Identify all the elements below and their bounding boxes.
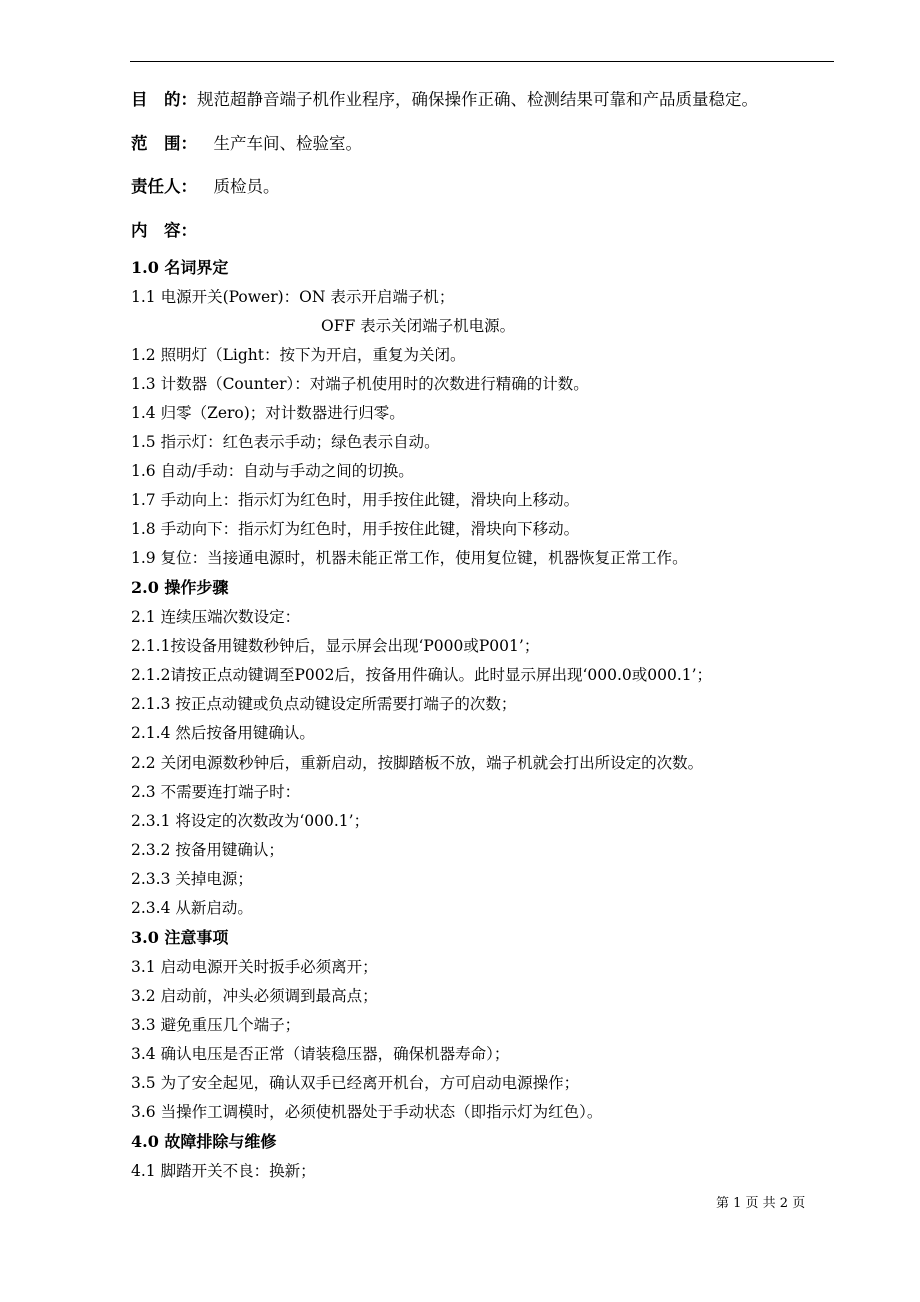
body-line: 2.1.4 然后按备用键确认。 (131, 724, 315, 742)
scope-text: 生产车间、检验室。 (197, 134, 362, 153)
responsible-label: 责任人： (131, 177, 197, 196)
purpose-label: 目 的： (131, 90, 197, 109)
body-line: 4.1 脚踏开关不良：换新； (131, 1162, 316, 1180)
body-line: 2.1.1按设备用键数秒钟后，显示屏会出现‘P000或P001’； (131, 637, 540, 655)
body-line: 3.4 确认电压是否正常（请装稳压器，确保机器寿命）； (131, 1045, 510, 1063)
body-line: 1.2 照明灯（Light：按下为开启，重复为关闭。 (131, 346, 466, 364)
content-row (131, 221, 197, 241)
body-line: 3.5 为了安全起见，确认双手已经离开机台，方可启动电源操作； (131, 1074, 580, 1092)
purpose-text: 规范超静音端子机作业程序，确保操作正确、检测结果可靠和产品质量稳定。 (197, 90, 758, 109)
scope-row (131, 134, 362, 154)
body-line: 2.3.3 关掉电源； (131, 870, 253, 888)
section-heading: 2.0 操作步骤 (131, 578, 229, 597)
body-line: 3.3 避免重压几个端子； (131, 1016, 301, 1034)
page-number: 第 1 页 共 2 页 (716, 1196, 806, 1211)
body-line: 3.1 启动电源开关时扳手必须离开； (131, 958, 378, 976)
scope-label: 范 围： (131, 134, 197, 153)
body-line: 2.3.1 将设定的次数改为‘000.1’； (131, 812, 370, 830)
body-line: 1.4 归零（Zero)；对计数器进行归零。 (131, 404, 405, 422)
body-line: 1.3 计数器（Counter）：对端子机使用时的次数进行精确的计数。 (131, 375, 589, 393)
body-line: 2.3.4 从新启动。 (131, 899, 253, 917)
section-heading: 1.0 名词界定 (131, 258, 229, 277)
body-line: OFF 表示关闭端子机电源。 (321, 317, 516, 335)
content-label: 内 容： (131, 221, 197, 240)
body-line: 1.1 电源开关(Power)：ON 表示开启端子机； (131, 288, 455, 306)
top-rule (130, 61, 834, 62)
body-line: 3.6 当操作工调模时，必须使机器处于手动状态（即指示灯为红色）。 (131, 1103, 603, 1121)
body-line: 2.1 连续压端次数设定： (131, 608, 301, 626)
body-line: 1.7 手动向上：指示灯为红色时，用手按住此键，滑块向上移动。 (131, 491, 580, 509)
responsible-text: 质检员。 (197, 177, 280, 196)
body-line: 2.1.2请按正点动键调至P002后，按备用件确认。此时显示屏出现‘000.0或000.1’； (131, 666, 713, 684)
body-line: 3.2 启动前，冲头必须调到最高点； (131, 987, 378, 1005)
section-heading: 4.0 故障排除与维修 (131, 1132, 277, 1151)
responsible-row (131, 177, 280, 197)
body-line: 2.1.3 按正点动键或负点动键设定所需要打端子的次数； (131, 695, 517, 713)
body-line: 2.2 关闭电源数秒钟后，重新启动，按脚踏板不放，端子机就会打出所设定的次数。 (131, 754, 704, 772)
body-line: 2.3.2 按备用键确认； (131, 841, 284, 859)
purpose-row (131, 90, 758, 110)
body-line: 1.6 自动/手动：自动与手动之间的切换。 (131, 462, 414, 480)
body-line: 1.8 手动向下：指示灯为红色时，用手按住此键，滑块向下移动。 (131, 520, 580, 538)
body-line: 2.3 不需要连打端子时： (131, 783, 301, 801)
section-heading: 3.0 注意事项 (131, 928, 229, 947)
body-line: 1.9 复位：当接通电源时，机器未能正常工作，使用复位键，机器恢复正常工作。 (131, 549, 688, 567)
body-line: 1.5 指示灯：红色表示手动；绿色表示自动。 (131, 433, 440, 451)
